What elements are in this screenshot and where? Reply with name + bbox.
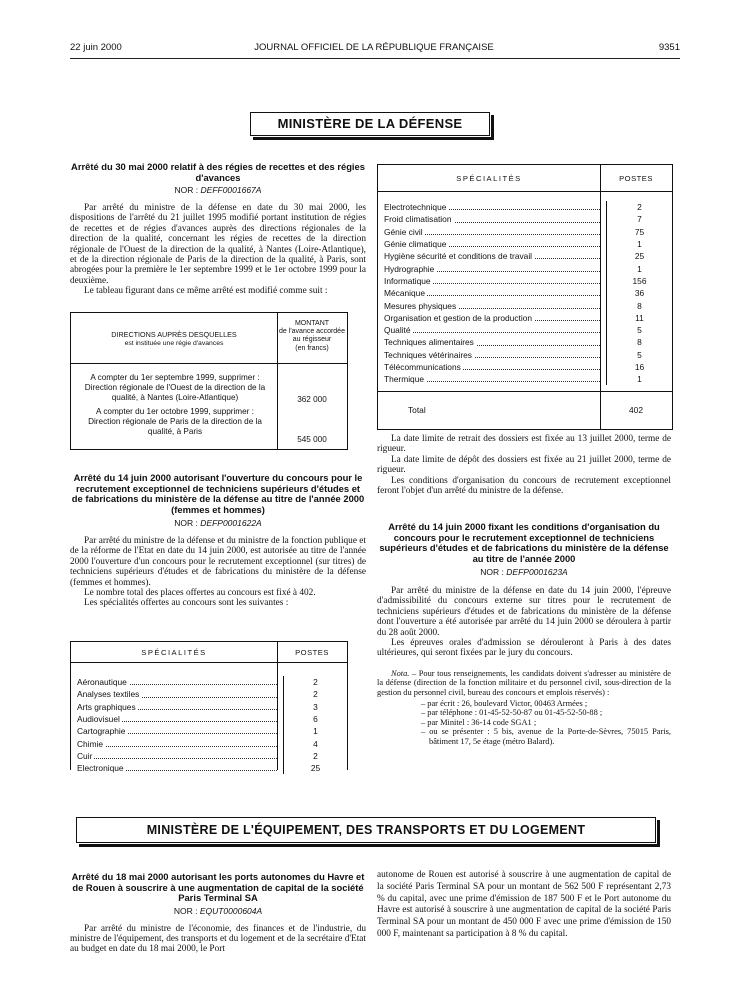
- arrete1-body: Par arrêté du ministre de la défense en date du 30 mai 2000, les dispositions de l'arrêté du 21 juillet 1995 modifié portant institution de régies de recettes et de régies d'avances auprès des directions régionales de la direction de la qualité, concernant les régies de recettes de la direction régionale de l'Ouest de la direction de la qualité, à Nantes (Loire-Atlantique), et de la direction régionale de Paris de la direction de la qualité, à Paris, sont abrogées pour la première le 1er septembre 1999 et le 1er octobre 1999 pour la deuxième.: [70, 203, 366, 286]
- spec-name: Informatique: [384, 275, 431, 286]
- spec-row: [378, 349, 672, 361]
- spec-name: Génie civil: [384, 226, 423, 237]
- spec-postes: 25: [284, 762, 348, 774]
- spec-name: Cuir: [77, 750, 93, 761]
- specs-table-right: [377, 164, 673, 430]
- arrete2-body2: Le nombre total des places offertes au concours est fixé à 402.: [84, 588, 316, 599]
- arrete3-block: [377, 522, 671, 755]
- header-journal: JOURNAL OFFICIEL DE LA RÉPUBLIQUE FRANÇAISE: [254, 42, 494, 53]
- spec-row: [378, 324, 672, 336]
- spec-name: Audiovisuel: [77, 714, 120, 725]
- specs-left-list: [71, 676, 347, 774]
- spec-name: Chimie: [77, 738, 104, 749]
- regies-amount-1: 362 000: [297, 395, 327, 404]
- arrete1-title: Arrêté du 30 mai 2000 relatif à des régies de recettes et des régies d'avances: [71, 161, 365, 183]
- arrete2-after3: Les conditions d'organisation du concours de recrutement exceptionnel feront l'objet d'un arrêté du ministre de la défense.: [377, 475, 671, 497]
- spec-row: [378, 226, 672, 238]
- spec-row: [71, 688, 347, 700]
- arrete2-body: Par arrêté du ministre de la défense et du ministre de la fonction publique et de la réforme de l'Etat en date du 14 juin 2000, est autorisée au titre de l'année 2000 l'ouverture d'un concours pour le recrutement exceptionnel (sur titres) de techniciens supérieurs d'études et de fabrications du ministère de la défense (femmes et hommes).: [70, 536, 366, 588]
- spec-row: [71, 737, 347, 749]
- spec-postes: 8: [607, 336, 673, 348]
- left-column: [70, 162, 366, 297]
- spec-name: Mécanique: [384, 288, 425, 299]
- spec-row: [71, 713, 347, 725]
- spec-row: [378, 250, 672, 262]
- header-page: 9351: [658, 42, 680, 53]
- spec-postes: 11: [607, 312, 673, 324]
- ministry-defense-title: MINISTÈRE DE LA DÉFENSE: [277, 116, 463, 131]
- spec-postes: 7: [607, 213, 673, 225]
- spec-name: Thermique: [384, 374, 425, 385]
- spec-name: Techniques alimentaires: [384, 337, 474, 348]
- spec-row: [71, 676, 347, 688]
- spec-name: Analyses textiles: [77, 689, 140, 700]
- spec-postes: 2: [284, 688, 348, 700]
- regies-rows: A compter du 1er septembre 1999, supprimer : Direction régionale de l'Ouest de la direction de la qualité, à Nantes (Loire-Atlantique) A compter du 1er octobre 1999, supprimer : Direction régionale de Paris de la direction de la qualité, à Paris: [84, 373, 266, 436]
- spec-row: [378, 262, 672, 274]
- arrete3-title: Arrêté du 14 juin 2000 fixant les conditions d'organisation du concours pour le recrutement exceptionnel de techniciens supérieurs d'études et de fabrications du ministère de la défense au titre de l'année 2000: [379, 521, 669, 564]
- ministry-equipement-title: MINISTÈRE DE L'ÉQUIPEMENT, DES TRANSPORTS ET DU LOGEMENT: [146, 823, 586, 837]
- spec-name: Arts graphiques: [77, 701, 136, 712]
- spec-postes: 3: [284, 701, 348, 713]
- ministry-defense-box: [250, 112, 490, 136]
- spec-row: [378, 312, 672, 324]
- specs-right-header-spec: SPÉCIALITÉS: [456, 174, 522, 183]
- specs-right-list: [378, 201, 672, 385]
- arrete2-nor: NOR : DEFP0001622A: [174, 518, 262, 528]
- spec-row: [378, 201, 672, 213]
- arrete2-title: Arrêté du 14 juin 2000 autorisant l'ouverture du concours pour le recrutement exceptionnel de techniciens supérieurs d'études et de fabrications du ministère de la défense au titre de l'année 2000 (femmes et hommes): [71, 472, 365, 515]
- regies-col2-header: MONTANT de l'avance accordée au régisseur (en francs): [279, 320, 345, 352]
- spec-name: Electronique: [77, 763, 124, 774]
- regies-col1-header: DIRECTIONS AUPRÈS DESQUELLES est instituée une régie d'avances: [111, 330, 237, 347]
- arrete4-nor: NOR : EQUT0000604A: [173, 905, 263, 916]
- arrete4-right: [377, 870, 671, 941]
- spec-name: Télécommunications: [384, 362, 461, 372]
- regies-amount-2: 545 000: [297, 435, 327, 444]
- spec-postes: 2: [284, 750, 348, 762]
- spec-name: Techniques vétérinaires: [384, 349, 472, 360]
- spec-name: Hygiène sécurité et conditions de travail: [384, 251, 533, 262]
- arrete2-body3: Les spécialités offertes au concours sont les suivantes :: [84, 598, 289, 609]
- spec-postes: 1: [607, 373, 673, 385]
- regies-table: [70, 312, 348, 450]
- spec-postes: 1: [607, 238, 673, 250]
- arrete4-body-right: autonome de Rouen est autorisé à souscrire à une augmentation de capital de la société Paris Terminal SA pour un montant de 562 500 F représentant 2,73 % du capital, avec une prime d'émission de 187 500 F et le Port autonome du Havre est autorisé à souscrire à une augmentation de capital de la société Paris Terminal SA pour un montant de 450 000 F avec une prime d'émission de 150 000 F, maintenant sa participation à 8 % du capital.: [377, 870, 671, 939]
- spec-postes: 25: [607, 250, 673, 262]
- spec-postes: 4: [284, 737, 348, 749]
- arrete1-body2: Le tableau figurant dans ce même arrêté est modifié comme suit :: [84, 286, 328, 297]
- spec-name: Aéronautique: [77, 677, 127, 688]
- spec-postes: 16: [607, 361, 673, 373]
- spec-postes: 156: [607, 275, 673, 287]
- specs-total-label: Total: [408, 405, 426, 415]
- spec-row: [71, 701, 347, 713]
- arrete2-after: [377, 434, 671, 496]
- spec-postes: 1: [284, 725, 348, 737]
- header-rule: [70, 58, 680, 59]
- spec-postes: 1: [607, 262, 673, 274]
- specs-table-left: [70, 641, 348, 774]
- note-item: – par Minitel : 36-14 code SGA1 ;: [421, 717, 537, 727]
- specs-left-header-spec: SPÉCIALITÉS: [141, 648, 207, 657]
- spec-row: [378, 238, 672, 250]
- arrete4-body-left: Par arrêté du ministre de l'économie, des finances et de l'industrie, du ministre de l'équipement, des transports et du logement et de la secrétaire d'Etat au budget en date du 18 mai 2000, le Port: [70, 923, 366, 955]
- header-date: 22 juin 2000: [70, 42, 122, 53]
- spec-row: [378, 361, 672, 373]
- ministry-equipement-box: [76, 817, 656, 843]
- arrete3-note-list: [377, 699, 671, 747]
- spec-name: Génie climatique: [384, 239, 447, 250]
- arrete4-title: Arrêté du 18 mai 2000 autorisant les ports autonomes du Havre et de Rouen à souscrire à une augmentation de capital de la société Paris Terminal SA: [71, 871, 365, 903]
- arrete3-body2: Les épreuves orales d'admission se dérouleront à Paris à des dates ultérieures, qui seront fixées par le jury du concours.: [377, 638, 671, 659]
- spec-row: [378, 373, 672, 385]
- spec-row: [378, 299, 672, 311]
- spec-postes: 75: [607, 226, 673, 238]
- spec-postes: 5: [607, 349, 673, 361]
- spec-name: Mesures physiques: [384, 300, 457, 311]
- spec-postes: 8: [607, 299, 673, 311]
- spec-name: Qualité: [384, 325, 411, 336]
- spec-row: [71, 750, 347, 762]
- specs-total-value: 402: [629, 405, 643, 415]
- arrete2-after1: La date limite de retrait des dossiers est fixée au 13 juillet 2000, terme de rigueur.: [377, 434, 671, 455]
- note-item: – par téléphone : 01-45-52-50-87 ou 01-45-52-50-88 ;: [421, 708, 603, 718]
- spec-row: [71, 762, 347, 774]
- spec-row: [71, 725, 347, 737]
- arrete3-nor: NOR : DEFP0001623A: [480, 567, 568, 577]
- arrete3-body: Par arrêté du ministre de la défense en date du 14 juin 2000, l'épreuve d'admissibilité du concours externe sur titres pour le recrutement de techniciens supérieurs d'études et de fabrications du ministère de la défense dont l'ouverture a été autorisée par arrêté du 14 juin 2000 se déroulera à partir du 28 août 2000.: [377, 586, 671, 638]
- spec-row: [378, 275, 672, 287]
- spec-name: Hydrographie: [384, 263, 435, 274]
- spec-row: [378, 336, 672, 348]
- spec-name: Froid climatisation: [384, 214, 452, 225]
- spec-postes: 5: [607, 324, 673, 336]
- spec-name: Organisation et gestion de la production: [384, 312, 533, 323]
- arrete4-block: [70, 872, 366, 955]
- spec-name: Cartographie: [77, 726, 126, 737]
- spec-row: [378, 287, 672, 299]
- spec-name: Electrotechnique: [384, 202, 447, 213]
- arrete3-note: Nota. – Pour tous renseignements, les candidats doivent s'adresser au ministère de la défense (direction de la fonction militaire et du personnel civil, sous-direction de la gestion du personnel civil, bureau des concours et emplois réservés) :: [377, 668, 672, 698]
- arrete2-block: [70, 473, 366, 609]
- note-item: – ou se présenter : 5 bis, avenue de la Porte-de-Sèvres, 75015 Paris, bâtiment 17, 5e étage (métro Balard).: [421, 727, 671, 746]
- spec-row: [378, 213, 672, 225]
- note-item: – par écrit : 26, boulevard Victor, 00463 Armées ;: [421, 698, 588, 708]
- spec-postes: 2: [607, 201, 673, 213]
- specs-left-header-postes: POSTES: [295, 648, 329, 657]
- arrete1-nor: NOR : DEFF0001667A: [174, 185, 262, 195]
- arrete2-after2: La date limite de dépôt des dossiers est fixée au 21 juillet 2000, terme de rigueur.: [377, 454, 671, 476]
- spec-postes: 36: [607, 287, 673, 299]
- spec-postes: 6: [284, 713, 348, 725]
- spec-postes: 2: [284, 676, 348, 688]
- specs-right-header-postes: POSTES: [619, 174, 653, 183]
